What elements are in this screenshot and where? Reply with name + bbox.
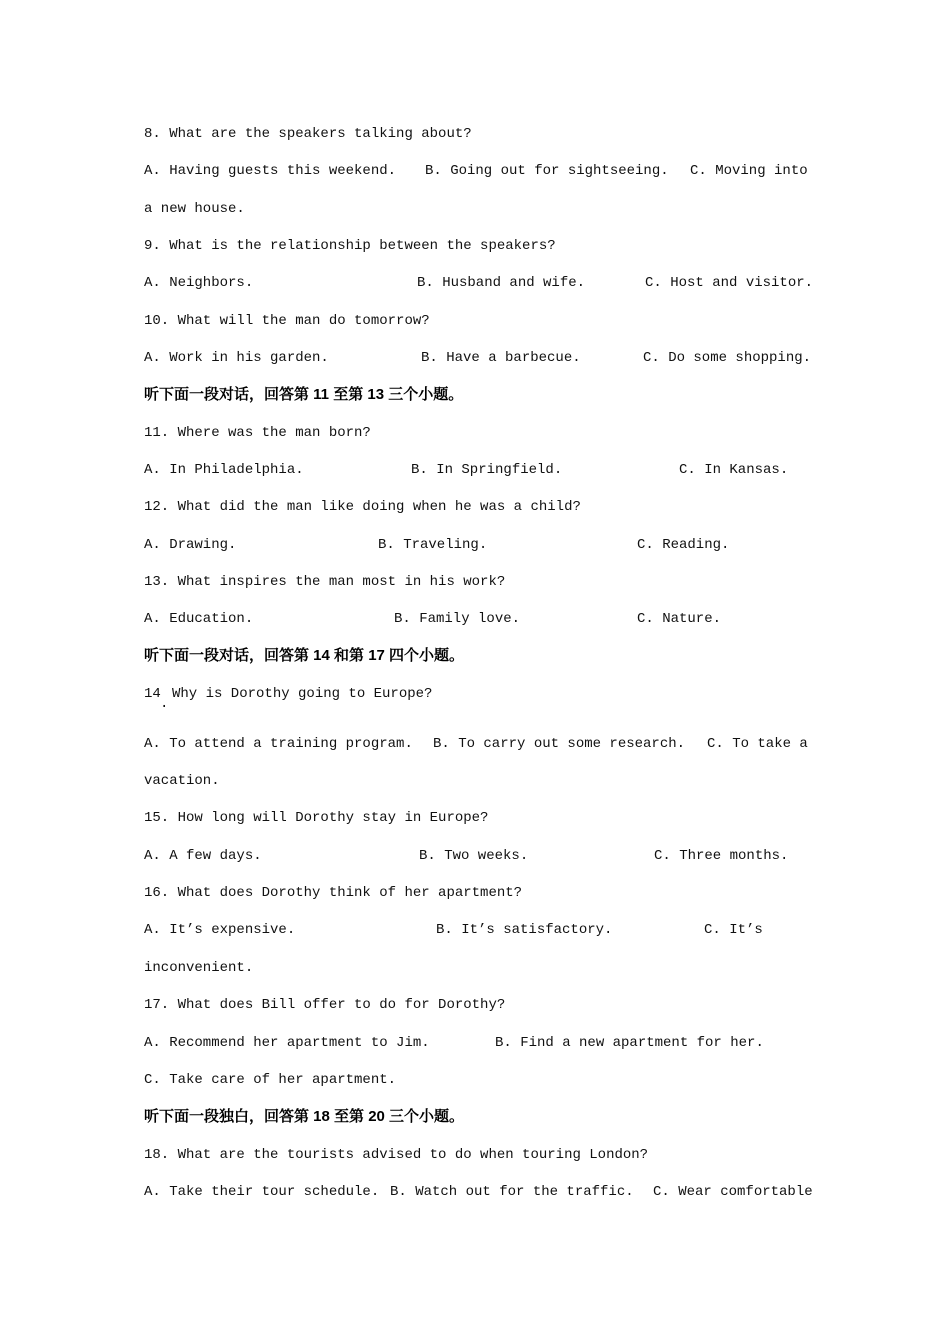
- question-17-options: [0, 1033, 950, 1053]
- question-16-option-a: A. It’s expensive.: [144, 922, 296, 938]
- question-9-options: [0, 273, 950, 293]
- question-10-options: [0, 348, 950, 368]
- question-15-option-b: B. Two weeks.: [419, 848, 529, 864]
- question-15-option-a: A. A few days.: [144, 848, 262, 864]
- section-heading-18-20: 听下面一段独白，回答第 18 至第 20 三个小题。: [144, 1108, 465, 1125]
- question-14-option-a: A. To attend a training program.: [144, 736, 413, 752]
- question-14-option-b: B. To carry out some research.: [433, 736, 686, 752]
- question-12-options: [0, 535, 950, 555]
- question-17-option-b: B. Find a new apartment for her.: [495, 1035, 764, 1051]
- question-9-option-c: C. Host and visitor.: [645, 275, 814, 291]
- question-13-option-b: B. Family love.: [394, 611, 521, 627]
- question-14-option-c-continuation: vacation.: [144, 773, 220, 789]
- question-10-option-c: C. Do some shopping.: [643, 350, 812, 366]
- question-12-option-c: C. Reading.: [637, 537, 730, 553]
- question-10-option-b: B. Have a barbecue.: [421, 350, 581, 366]
- question-16-stem: 16. What does Dorothy think of her apartment?: [144, 885, 523, 901]
- question-18-option-a: A. Take their tour schedule.: [144, 1184, 380, 1200]
- question-8-option-b: B. Going out for sightseeing.: [425, 163, 669, 179]
- question-10-stem: 10. What will the man do tomorrow?: [144, 313, 430, 329]
- question-17-option-a: A. Recommend her apartment to Jim.: [144, 1035, 430, 1051]
- question-14-misplaced-period: .: [160, 696, 169, 712]
- question-13-option-a: A. Education.: [144, 611, 254, 627]
- question-18-option-c: C. Wear comfortable: [653, 1184, 813, 1200]
- question-8-options: [0, 161, 950, 181]
- question-8-stem: 8. What are the speakers talking about?: [144, 126, 472, 142]
- question-14-number: 14: [144, 686, 161, 702]
- question-16-option-c: C. It’s: [704, 922, 763, 938]
- question-11-stem: 11. Where was the man born?: [144, 425, 371, 441]
- question-9-option-a: A. Neighbors.: [144, 275, 254, 291]
- question-9-option-b: B. Husband and wife.: [417, 275, 586, 291]
- question-15-stem: 15. How long will Dorothy stay in Europe?: [144, 810, 489, 826]
- question-8-option-a: A. Having guests this weekend.: [144, 163, 397, 179]
- question-11-option-c: C. In Kansas.: [679, 462, 789, 478]
- question-9-stem: 9. What is the relationship between the speakers?: [144, 238, 556, 254]
- question-13-options: [0, 609, 950, 629]
- question-15-option-c: C. Three months.: [654, 848, 789, 864]
- question-17-option-c: C. Take care of her apartment.: [144, 1072, 397, 1088]
- question-14-stem: Why is Dorothy going to Europe?: [172, 686, 433, 702]
- question-12-stem: 12. What did the man like doing when he was a child?: [144, 499, 581, 515]
- question-12-option-b: B. Traveling.: [378, 537, 488, 553]
- question-14-options: [0, 734, 950, 754]
- question-15-options: [0, 846, 950, 866]
- question-13-option-c: C. Nature.: [637, 611, 722, 627]
- question-8-option-c-continuation: a new house.: [144, 201, 245, 217]
- question-18-option-b: B. Watch out for the traffic.: [390, 1184, 634, 1200]
- question-16-option-b: B. It’s satisfactory.: [436, 922, 613, 938]
- question-18-stem: 18. What are the tourists advised to do when touring London?: [144, 1147, 649, 1163]
- question-16-option-c-continuation: inconvenient.: [144, 960, 254, 976]
- question-13-stem: 13. What inspires the man most in his work?: [144, 574, 506, 590]
- question-17-stem: 17. What does Bill offer to do for Dorothy?: [144, 997, 506, 1013]
- section-heading-11-13: 听下面一段对话，回答第 11 至第 13 三个小题。: [144, 386, 464, 403]
- question-16-options: [0, 920, 950, 940]
- question-8-option-c: C. Moving into: [690, 163, 808, 179]
- question-14-option-c: C. To take a: [707, 736, 808, 752]
- question-11-options: [0, 460, 950, 480]
- question-11-option-b: B. In Springfield.: [411, 462, 563, 478]
- question-12-option-a: A. Drawing.: [144, 537, 237, 553]
- question-18-options: [0, 1182, 950, 1202]
- section-heading-14-17: 听下面一段对话，回答第 14 和第 17 四个小题。: [144, 647, 465, 664]
- question-11-option-a: A. In Philadelphia.: [144, 462, 304, 478]
- question-10-option-a: A. Work in his garden.: [144, 350, 329, 366]
